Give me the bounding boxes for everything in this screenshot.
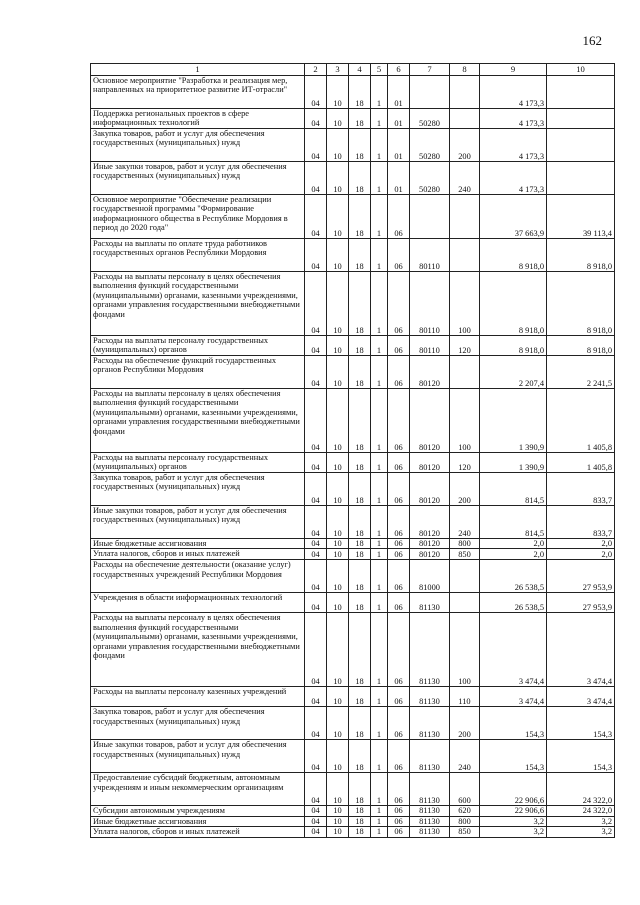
direction-code: 81130 [410,816,450,826]
amount-year-1: 3 474,4 [480,613,547,687]
razdel-code: 04 [305,687,327,707]
razdel-code: 04 [305,272,327,336]
amount-year-1: 3,2 [480,827,547,837]
amount-year-1: 814,5 [480,473,547,506]
direction-code: 80120 [410,473,450,506]
program-code: 18 [349,109,371,129]
table-row [91,827,615,837]
event-code: 06 [388,453,410,473]
table-row [91,473,615,506]
program-code: 18 [349,195,371,239]
event-code: 06 [388,687,410,707]
podrazdel-code: 10 [327,356,349,389]
expense-type-code: 120 [450,453,480,473]
direction-code: 80120 [410,506,450,539]
expense-type-code [450,560,480,593]
column-header: 9 [480,64,547,76]
amount-year-1: 4 173,3 [480,76,547,109]
amount-year-2: 1 405,8 [547,389,615,453]
row-name: Закупка товаров, работ и услуг для обеспечения государственных (муниципальных) нужд [91,707,305,740]
table-row [91,356,615,389]
event-code: 06 [388,740,410,773]
amount-year-2: 27 953,9 [547,560,615,593]
direction-code: 81130 [410,707,450,740]
subprogram-code: 1 [371,453,388,473]
subprogram-code: 1 [371,549,388,560]
amount-year-2: 27 953,9 [547,593,615,613]
row-name: Основное мероприятие "Обеспечение реализации государственной программы "Формирование информационного общества в Республике Мордовия в период до 2020 года" [91,195,305,239]
program-code: 18 [349,272,371,336]
expense-type-code: 240 [450,506,480,539]
event-code: 06 [388,549,410,560]
table-row [91,389,615,453]
table-row [91,707,615,740]
podrazdel-code: 10 [327,109,349,129]
column-header: 2 [305,64,327,76]
event-code: 06 [388,239,410,272]
table-row [91,806,615,816]
event-code: 06 [388,506,410,539]
amount-year-2: 833,7 [547,506,615,539]
subprogram-code: 1 [371,336,388,356]
podrazdel-code: 10 [327,806,349,816]
podrazdel-code: 10 [327,740,349,773]
expense-type-code: 120 [450,336,480,356]
amount-year-1: 154,3 [480,740,547,773]
amount-year-2 [547,129,615,162]
amount-year-2: 8 918,0 [547,272,615,336]
razdel-code: 04 [305,506,327,539]
column-header: 5 [371,64,388,76]
direction-code [410,195,450,239]
amount-year-1: 154,3 [480,707,547,740]
amount-year-1: 8 918,0 [480,272,547,336]
podrazdel-code: 10 [327,473,349,506]
table-row [91,272,615,336]
row-name: Расходы на обеспечение функций государственных органов Республики Мордовия [91,356,305,389]
column-header: 10 [547,64,615,76]
amount-year-2: 3 474,4 [547,613,615,687]
direction-code: 80120 [410,356,450,389]
row-name: Иные закупки товаров, работ и услуг для обеспечения государственных (муниципальных) нужд [91,740,305,773]
podrazdel-code: 10 [327,129,349,162]
expense-type-code: 200 [450,707,480,740]
expense-type-code: 100 [450,272,480,336]
row-name: Иные бюджетные ассигнования [91,816,305,826]
podrazdel-code: 10 [327,560,349,593]
razdel-code: 04 [305,109,327,129]
subprogram-code: 1 [371,506,388,539]
event-code: 06 [388,773,410,806]
amount-year-1: 26 538,5 [480,593,547,613]
program-code: 18 [349,76,371,109]
row-name: Учреждения в области информационных технологий [91,593,305,613]
program-code: 18 [349,506,371,539]
razdel-code: 04 [305,473,327,506]
direction-code: 81130 [410,806,450,816]
event-code: 06 [388,336,410,356]
program-code: 18 [349,239,371,272]
amount-year-1: 8 918,0 [480,336,547,356]
razdel-code: 04 [305,806,327,816]
program-code: 18 [349,827,371,837]
row-name: Расходы на обеспечение деятельности (оказание услуг) государственных учреждений Республики Мордовия [91,560,305,593]
program-code: 18 [349,773,371,806]
expense-type-code: 100 [450,613,480,687]
amount-year-2: 24 322,0 [547,773,615,806]
subprogram-code: 1 [371,109,388,129]
event-code: 01 [388,162,410,195]
event-code: 06 [388,593,410,613]
podrazdel-code: 10 [327,389,349,453]
table-row [91,816,615,826]
table-row [91,239,615,272]
event-code: 06 [388,707,410,740]
program-code: 18 [349,593,371,613]
amount-year-1: 4 173,3 [480,129,547,162]
amount-year-1: 2 207,4 [480,356,547,389]
podrazdel-code: 10 [327,827,349,837]
direction-code: 80120 [410,549,450,560]
expense-type-code [450,109,480,129]
amount-year-2: 154,3 [547,707,615,740]
subprogram-code: 1 [371,473,388,506]
table-row [91,76,615,109]
podrazdel-code: 10 [327,453,349,473]
amount-year-1: 1 390,9 [480,453,547,473]
direction-code: 80120 [410,453,450,473]
row-name: Иные закупки товаров, работ и услуг для обеспечения государственных (муниципальных) нужд [91,162,305,195]
program-code: 18 [349,707,371,740]
amount-year-2: 3,2 [547,827,615,837]
podrazdel-code: 10 [327,539,349,549]
razdel-code: 04 [305,816,327,826]
table-row [91,453,615,473]
amount-year-1: 814,5 [480,506,547,539]
expense-type-code [450,239,480,272]
subprogram-code: 1 [371,356,388,389]
column-header: 4 [349,64,371,76]
row-name: Субсидии автономным учреждениям [91,806,305,816]
razdel-code: 04 [305,162,327,195]
event-code: 06 [388,806,410,816]
event-code: 01 [388,109,410,129]
table-row [91,613,615,687]
row-name: Поддержка региональных проектов в сфере информационных технологий [91,109,305,129]
row-name: Расходы на выплаты персоналу в целях обеспечения выполнения функций государственными (муниципальными) органами, казенными учреждениями, органами управления государственными внебюджетными фондами [91,272,305,336]
podrazdel-code: 10 [327,506,349,539]
subprogram-code: 1 [371,389,388,453]
razdel-code: 04 [305,827,327,837]
amount-year-1: 26 538,5 [480,560,547,593]
subprogram-code: 1 [371,162,388,195]
razdel-code: 04 [305,129,327,162]
subprogram-code: 1 [371,129,388,162]
table-row [91,687,615,707]
table-row [91,740,615,773]
expense-type-code: 800 [450,816,480,826]
row-name: Расходы на выплаты персоналу государственных (муниципальных) органов [91,453,305,473]
program-code: 18 [349,336,371,356]
program-code: 18 [349,539,371,549]
amount-year-1: 22 906,6 [480,773,547,806]
podrazdel-code: 10 [327,773,349,806]
subprogram-code: 1 [371,773,388,806]
row-name: Расходы на выплаты персоналу государственных (муниципальных) органов [91,336,305,356]
amount-year-2: 2 241,5 [547,356,615,389]
row-name: Закупка товаров, работ и услуг для обеспечения государственных (муниципальных) нужд [91,129,305,162]
direction-code: 80120 [410,539,450,549]
podrazdel-code: 10 [327,195,349,239]
razdel-code: 04 [305,76,327,109]
expense-type-code [450,76,480,109]
amount-year-1: 3 474,4 [480,687,547,707]
direction-code: 50280 [410,162,450,195]
event-code: 01 [388,76,410,109]
amount-year-1: 8 918,0 [480,239,547,272]
razdel-code: 04 [305,453,327,473]
amount-year-1: 4 173,3 [480,162,547,195]
subprogram-code: 1 [371,816,388,826]
amount-year-1: 3,2 [480,816,547,826]
expense-type-code: 110 [450,687,480,707]
expense-type-code [450,195,480,239]
razdel-code: 04 [305,773,327,806]
subprogram-code: 1 [371,560,388,593]
subprogram-code: 1 [371,272,388,336]
column-header: 1 [91,64,305,76]
podrazdel-code: 10 [327,593,349,613]
razdel-code: 04 [305,195,327,239]
amount-year-2: 833,7 [547,473,615,506]
column-header: 8 [450,64,480,76]
expense-type-code: 240 [450,162,480,195]
razdel-code: 04 [305,389,327,453]
amount-year-1: 2,0 [480,549,547,560]
direction-code: 80110 [410,272,450,336]
program-code: 18 [349,560,371,593]
subprogram-code: 1 [371,539,388,549]
razdel-code: 04 [305,560,327,593]
row-name: Расходы на выплаты персоналу в целях обеспечения выполнения функций государственными (муниципальными) органами, казенными учреждениями, органами управления государственными внебюджетными фондами [91,389,305,453]
table-row [91,506,615,539]
razdel-code: 04 [305,239,327,272]
podrazdel-code: 10 [327,549,349,560]
subprogram-code: 1 [371,806,388,816]
row-name: Иные бюджетные ассигнования [91,539,305,549]
amount-year-1: 4 173,3 [480,109,547,129]
subprogram-code: 1 [371,740,388,773]
amount-year-1: 1 390,9 [480,389,547,453]
direction-code: 81130 [410,593,450,613]
direction-code: 80110 [410,239,450,272]
expense-type-code: 600 [450,773,480,806]
program-code: 18 [349,473,371,506]
subprogram-code: 1 [371,707,388,740]
podrazdel-code: 10 [327,239,349,272]
row-name: Предоставление субсидий бюджетным, автономным учреждениям и иным некоммерческим организациям [91,773,305,806]
amount-year-2: 2,0 [547,539,615,549]
expense-type-code: 850 [450,827,480,837]
razdel-code: 04 [305,549,327,560]
expense-type-code [450,356,480,389]
amount-year-2: 3 474,4 [547,687,615,707]
amount-year-1: 37 663,9 [480,195,547,239]
event-code: 06 [388,195,410,239]
expense-type-code: 240 [450,740,480,773]
subprogram-code: 1 [371,827,388,837]
podrazdel-code: 10 [327,272,349,336]
subprogram-code: 1 [371,687,388,707]
direction-code: 81130 [410,827,450,837]
column-header: 6 [388,64,410,76]
podrazdel-code: 10 [327,816,349,826]
podrazdel-code: 10 [327,687,349,707]
amount-year-1: 22 906,6 [480,806,547,816]
amount-year-2: 39 113,4 [547,195,615,239]
event-code: 06 [388,560,410,593]
table-row [91,109,615,129]
program-code: 18 [349,687,371,707]
expense-type-code: 800 [450,539,480,549]
subprogram-code: 1 [371,76,388,109]
razdel-code: 04 [305,539,327,549]
subprogram-code: 1 [371,613,388,687]
column-header: 3 [327,64,349,76]
event-code: 06 [388,539,410,549]
event-code: 06 [388,272,410,336]
direction-code: 81130 [410,613,450,687]
expense-type-code: 200 [450,129,480,162]
direction-code: 50280 [410,129,450,162]
amount-year-2: 154,3 [547,740,615,773]
event-code: 06 [388,389,410,453]
row-name: Закупка товаров, работ и услуг для обеспечения государственных (муниципальных) нужд [91,473,305,506]
amount-year-2: 24 322,0 [547,806,615,816]
subprogram-code: 1 [371,239,388,272]
event-code: 01 [388,129,410,162]
podrazdel-code: 10 [327,162,349,195]
subprogram-code: 1 [371,195,388,239]
expense-type-code [450,593,480,613]
program-code: 18 [349,453,371,473]
razdel-code: 04 [305,356,327,389]
amount-year-1: 2,0 [480,539,547,549]
direction-code: 50280 [410,109,450,129]
direction-code: 81000 [410,560,450,593]
row-name: Расходы на выплаты по оплате труда работников государственных органов Республики Мордовия [91,239,305,272]
row-name: Уплата налогов, сборов и иных платежей [91,827,305,837]
amount-year-2: 8 918,0 [547,239,615,272]
direction-code [410,76,450,109]
row-name: Иные закупки товаров, работ и услуг для обеспечения государственных (муниципальных) нужд [91,506,305,539]
expense-type-code: 200 [450,473,480,506]
table-row [91,593,615,613]
row-name: Расходы на выплаты персоналу казенных учреждений [91,687,305,707]
table-row [91,549,615,560]
row-name: Уплата налогов, сборов и иных платежей [91,549,305,560]
program-code: 18 [349,356,371,389]
amount-year-2: 3,2 [547,816,615,826]
event-code: 06 [388,613,410,687]
table-row [91,560,615,593]
program-code: 18 [349,613,371,687]
event-code: 06 [388,356,410,389]
program-code: 18 [349,129,371,162]
program-code: 18 [349,162,371,195]
amount-year-2: 8 918,0 [547,336,615,356]
razdel-code: 04 [305,740,327,773]
amount-year-2: 1 405,8 [547,453,615,473]
program-code: 18 [349,389,371,453]
direction-code: 81130 [410,773,450,806]
program-code: 18 [349,549,371,560]
amount-year-2: 2,0 [547,549,615,560]
event-code: 06 [388,816,410,826]
direction-code: 80110 [410,336,450,356]
program-code: 18 [349,816,371,826]
razdel-code: 04 [305,336,327,356]
podrazdel-code: 10 [327,613,349,687]
budget-table [90,63,615,838]
expense-type-code: 620 [450,806,480,816]
program-code: 18 [349,740,371,773]
header-row [91,64,615,76]
page-number: 162 [582,33,602,48]
razdel-code: 04 [305,593,327,613]
table-row [91,195,615,239]
amount-year-2 [547,109,615,129]
table-row [91,129,615,162]
table-row [91,162,615,195]
table-row [91,773,615,806]
direction-code: 80120 [410,389,450,453]
direction-code: 81130 [410,740,450,773]
row-name: Расходы на выплаты персоналу в целях обеспечения выполнения функций государственными (муниципальными) органами, казенными учреждениями, органами управления государственными внебюджетными фондами [91,613,305,687]
expense-type-code: 100 [450,389,480,453]
table-row [91,539,615,549]
event-code: 06 [388,827,410,837]
event-code: 06 [388,473,410,506]
program-code: 18 [349,806,371,816]
expense-type-code: 850 [450,549,480,560]
table-row [91,336,615,356]
podrazdel-code: 10 [327,336,349,356]
razdel-code: 04 [305,707,327,740]
amount-year-2 [547,76,615,109]
column-header: 7 [410,64,450,76]
podrazdel-code: 10 [327,707,349,740]
podrazdel-code: 10 [327,76,349,109]
direction-code: 81130 [410,687,450,707]
subprogram-code: 1 [371,593,388,613]
row-name: Основное мероприятие "Разработка и реализация мер, направленных на приоритетное развитие ИТ-отрасли" [91,76,305,109]
razdel-code: 04 [305,613,327,687]
amount-year-2 [547,162,615,195]
